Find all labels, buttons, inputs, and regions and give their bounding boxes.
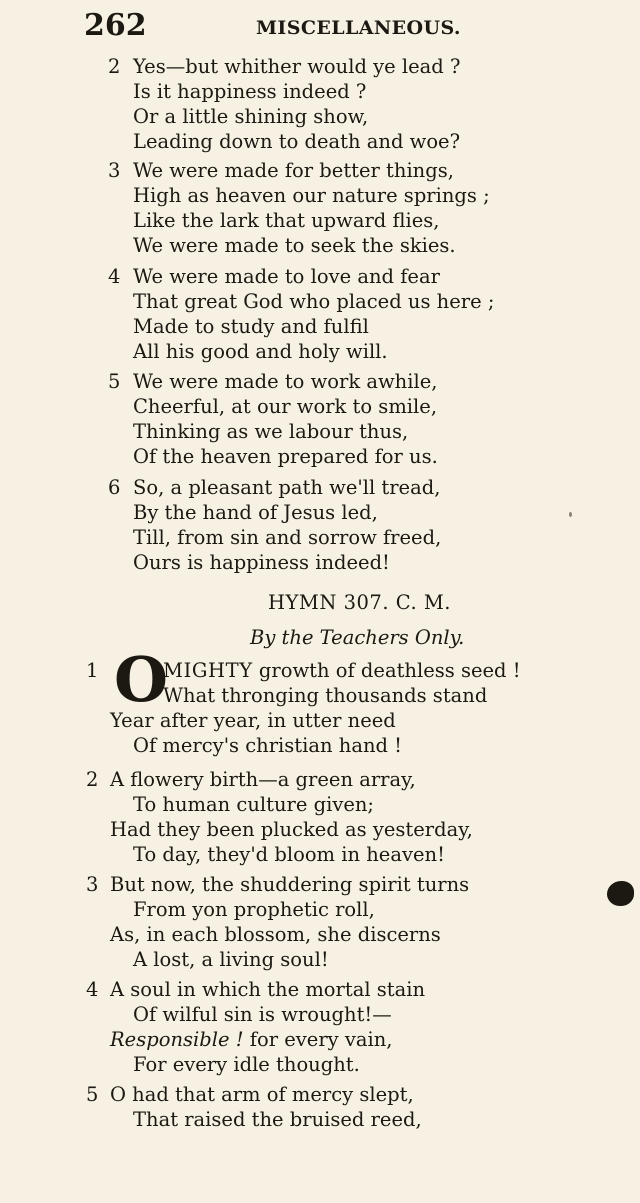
verse-line: A lost, a living soul!	[133, 948, 329, 971]
verse-line: Of mercy's christian hand !	[133, 734, 403, 757]
verse-line: Is it happiness indeed ?	[133, 80, 367, 103]
running-title: MISCELLANEOUS.	[256, 17, 461, 39]
verse-line: From yon prophetic roll,	[133, 898, 375, 921]
verse-number: 3	[86, 873, 99, 896]
verse-line: But now, the shuddering spirit turns	[110, 873, 470, 896]
verse-line: That great God who placed us here ;	[133, 290, 495, 313]
verse-line: Till, from sin and sorrow freed,	[133, 526, 442, 549]
verse-line: To day, they'd bloom in heaven!	[133, 843, 445, 866]
verse-line: Yes—but whither would ye lead ?	[133, 55, 461, 78]
verse-line: High as heaven our nature springs ;	[133, 184, 490, 207]
verse-line: We were made for better things,	[133, 159, 454, 182]
verse-line: Of wilful sin is wrought!—	[133, 1003, 392, 1026]
ink-blot	[607, 881, 634, 906]
verse-line: What thronging thousands stand	[163, 684, 488, 707]
page-number: 262	[84, 8, 147, 43]
verse-line: Leading down to death and woe?	[133, 130, 461, 153]
paper-speck	[569, 512, 572, 517]
verse-line: As, in each blossom, she discerns	[110, 923, 441, 946]
verse-number: 4	[108, 265, 121, 288]
verse-line: A flowery birth—a green array,	[110, 768, 416, 791]
verse-line: So, a pleasant path we'll tread,	[133, 476, 441, 499]
verse-line: To human culture given;	[133, 793, 374, 816]
verse-line: For every idle thought.	[133, 1053, 360, 1076]
verse-line: Ours is happiness indeed!	[133, 551, 390, 574]
verse-number: 5	[86, 1083, 99, 1106]
verse-line: All his good and holy will.	[133, 340, 388, 363]
verse-number: 2	[86, 768, 99, 791]
line-rest: for every vain,	[243, 1028, 393, 1051]
verse-number: 6	[108, 476, 121, 499]
verse-line: Or a little shining show,	[133, 105, 369, 128]
verse-line: That raised the bruised reed,	[133, 1108, 422, 1131]
verse-line: O had that arm of mercy slept,	[110, 1083, 414, 1106]
verse-line: Had they been plucked as yesterday,	[110, 818, 473, 841]
drop-cap: O	[114, 643, 169, 716]
verse-number: 1	[86, 659, 99, 682]
verse-line: Of the heaven prepared for us.	[133, 445, 438, 468]
hymn-attribution: By the Teachers Only.	[250, 626, 465, 649]
verse-line: We were made to work awhile,	[133, 370, 438, 393]
verse-line: Thinking as we labour thus,	[133, 420, 409, 443]
verse-line: A soul in which the mortal stain	[110, 978, 426, 1001]
verse-line: We were made to love and fear	[133, 265, 440, 288]
verse-line-first	[163, 658, 521, 683]
verse-line: By the hand of Jesus led,	[133, 501, 378, 524]
verse-number: 4	[86, 978, 99, 1001]
hymn-title: HYMN 307. C. M.	[268, 591, 452, 614]
verse-line: We were made to seek the skies.	[133, 234, 456, 257]
verse-number: 5	[108, 370, 121, 393]
verse-line: Cheerful, at our work to smile,	[133, 395, 438, 418]
verse-line: Like the lark that upward flies,	[133, 209, 440, 232]
italic-word: Responsible !	[110, 1028, 244, 1051]
verse-line: Year after year, in utter need	[110, 709, 396, 732]
verse-line: Made to study and fulfil	[133, 315, 369, 338]
first-word-caps: MIGHTY	[163, 659, 253, 682]
verse-number: 2	[108, 55, 121, 78]
verse-line	[110, 1027, 393, 1052]
first-line-rest: growth of deathless seed !	[252, 659, 521, 682]
verse-number: 3	[108, 159, 121, 182]
